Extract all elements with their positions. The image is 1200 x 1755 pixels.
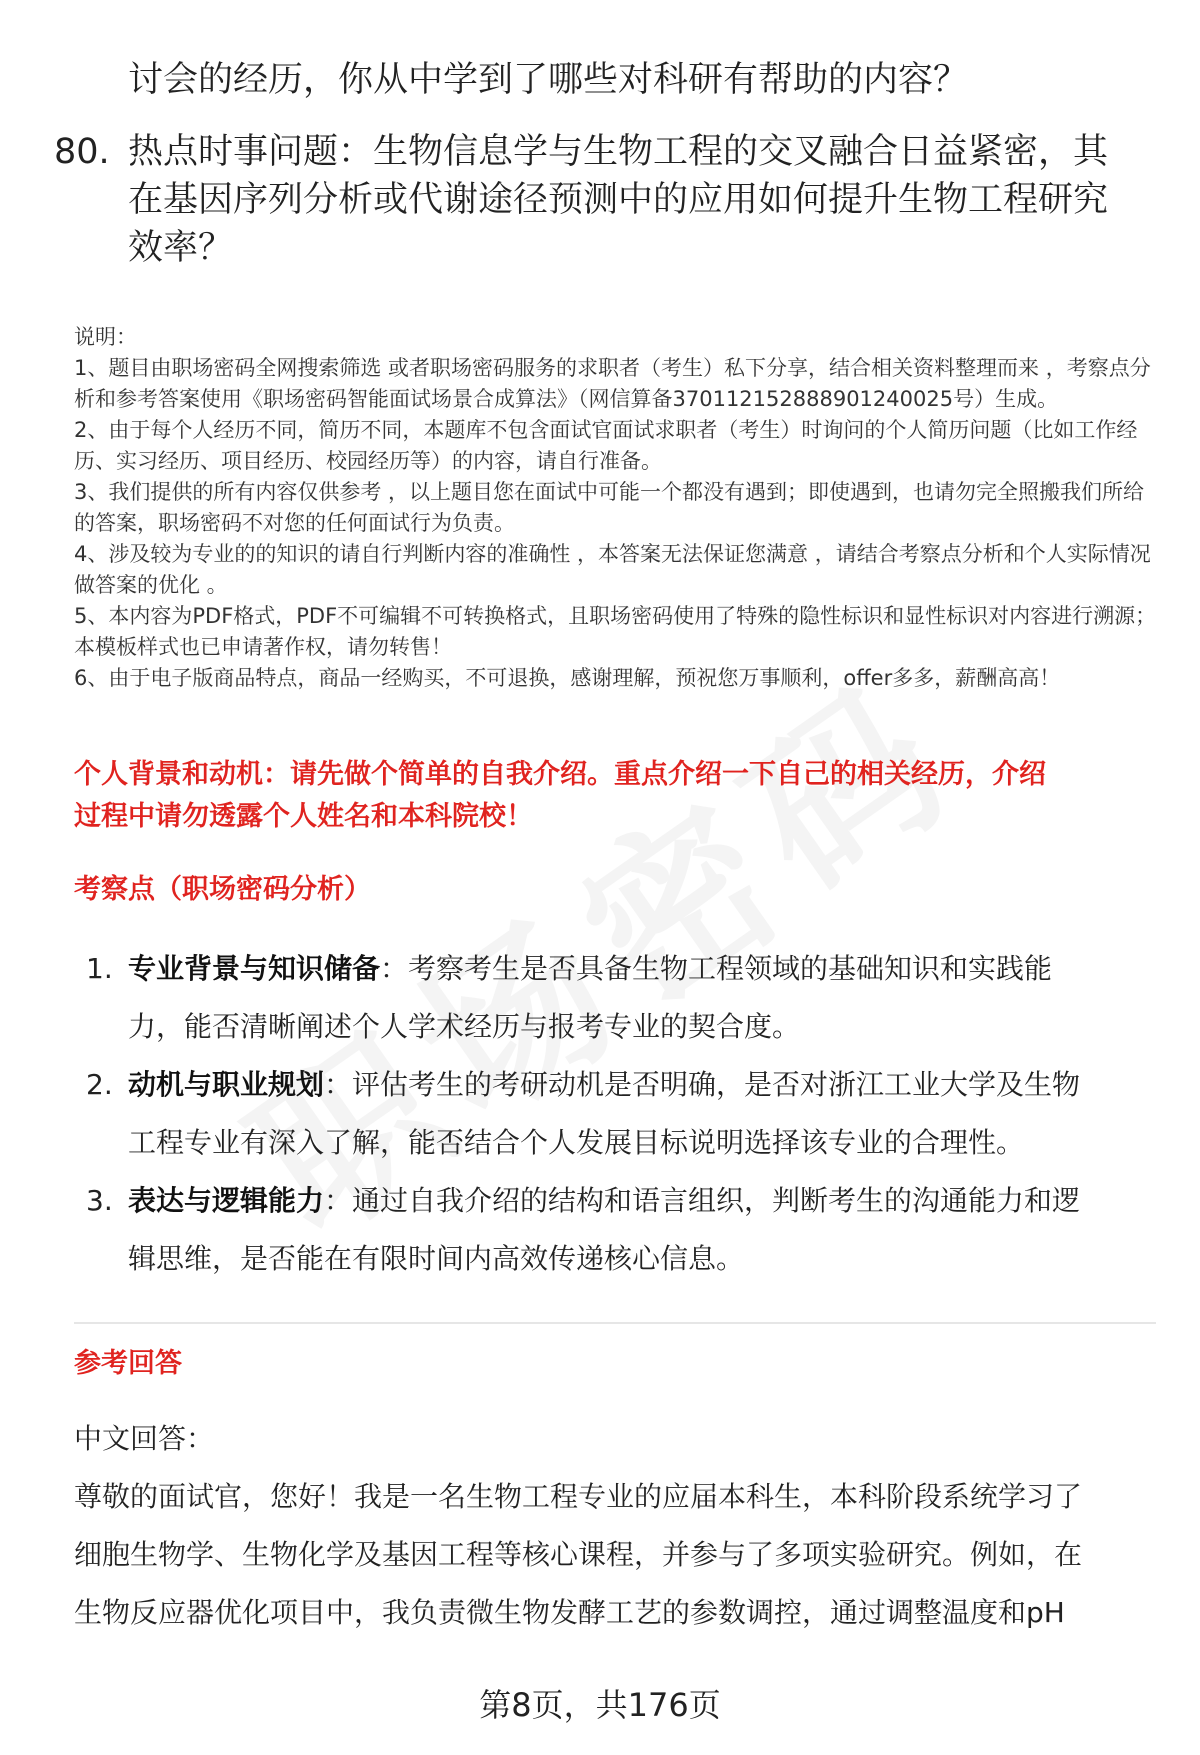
notes-section (74, 322, 1164, 694)
point-number: 1. (86, 952, 113, 985)
analysis-point (128, 1172, 1148, 1230)
analysis-heading: 考察点（职场密码分析） (74, 874, 371, 905)
notes-item: 5、本内容为PDF格式，PDF不可编辑不可转换格式，且职场密码使用了特殊的隐性标识和显性标识对内容进行溯源；本模板样式也已申请著作权，请勿转售！ (74, 604, 1157, 659)
point-text: ：通过自我介绍的结构和语言组织，判断考生的沟通能力和逻 (324, 1184, 1081, 1217)
question-line: 在基因序列分析或代谢途径预测中的应用如何提升生物工程研究 (128, 180, 1109, 220)
notes-item: 2、由于每个人经历不同，简历不同，本题库不包含面试官面试求职者（考生）时询问的个人简历问题（比如工作经历、实习经历、项目经历、校园经历等）的内容，请自行准备。 (74, 418, 1138, 473)
notes-item: 1、题目由职场密码全网搜索筛选 或者职场密码服务的求职者（考生）私下分享，结合相关资料整理而来 ，考察点分析和参考答案使用《职场密码智能面试场景合成算法》（网信算备370112152888901240025号）生成。 (74, 356, 1151, 411)
point-title: 表达与逻辑能力 (128, 1184, 325, 1217)
answer-line: 生物反应器优化项目中，我负责微生物发酵工艺的参数调控，通过调整温度和pH (74, 1596, 1065, 1629)
main-question-line: 过程中请勿透露个人姓名和本科院校！ (74, 801, 533, 832)
notes-item: 6、由于电子版商品特点，商品一经购买，不可退换，感谢理解，预祝您万事顺利，offer多多，薪酬高高！ (74, 666, 1061, 690)
point-text: 工程专业有深入了解，能否结合个人发展目标说明选择该专业的合理性。 (128, 1126, 1025, 1159)
notes-item: 4、涉及较为专业的的知识的请自行判断内容的准确性 ，本答案无法保证您满意 ，请结合考察点分析和个人实际情况做答案的优化 。 (74, 542, 1151, 597)
analysis-point (128, 1056, 1148, 1114)
page-footer: 第8页，共176页 (479, 1686, 721, 1724)
answer-label: 中文回答： (74, 1422, 215, 1455)
previous-question-line: 讨会的经历，你从中学到了哪些对科研有帮助的内容？ (128, 60, 969, 100)
point-title: 动机与职业规划 (128, 1068, 325, 1101)
point-text: ：考察考生是否具备生物工程领域的基础知识和实践能 (380, 952, 1053, 985)
notes-title: 说明： (74, 325, 137, 349)
point-text: ：评估考生的考研动机是否明确，是否对浙江工业大学及生物 (324, 1068, 1081, 1101)
point-text: 力，能否清晰阐述个人学术经历与报考专业的契合度。 (128, 1010, 801, 1043)
answer-line: 尊敬的面试官，您好！我是一名生物工程专业的应届本科生，本科阶段系统学习了 (74, 1480, 1083, 1513)
analysis-point (128, 940, 1148, 998)
notes-item: 3、我们提供的所有内容仅供参考 ，以上题目您在面试中可能一个都没有遇到；即使遇到，也请勿完全照搬我们所给的答案，职场密码不对您的任何面试行为负责。 (74, 480, 1145, 535)
point-number: 2. (86, 1068, 113, 1101)
point-title: 专业背景与知识储备 (128, 952, 381, 985)
answer-line: 细胞生物学、生物化学及基因工程等核心课程，并参与了多项实验研究。例如，在 (74, 1538, 1083, 1571)
reference-heading: 参考回答 (74, 1348, 182, 1379)
question-number: 80. (54, 132, 110, 172)
point-text: 辑思维，是否能在有限时间内高效传递核心信息。 (128, 1242, 745, 1275)
divider (74, 1322, 1156, 1324)
question-line: 热点时事问题：生物信息学与生物工程的交叉融合日益紧密，其 (128, 132, 1109, 172)
point-number: 3. (86, 1184, 113, 1217)
question-line: 效率？ (128, 228, 234, 268)
main-question-line: 个人背景和动机：请先做个简单的自我介绍。重点介绍一下自己的相关经历，介绍 (74, 759, 1046, 790)
